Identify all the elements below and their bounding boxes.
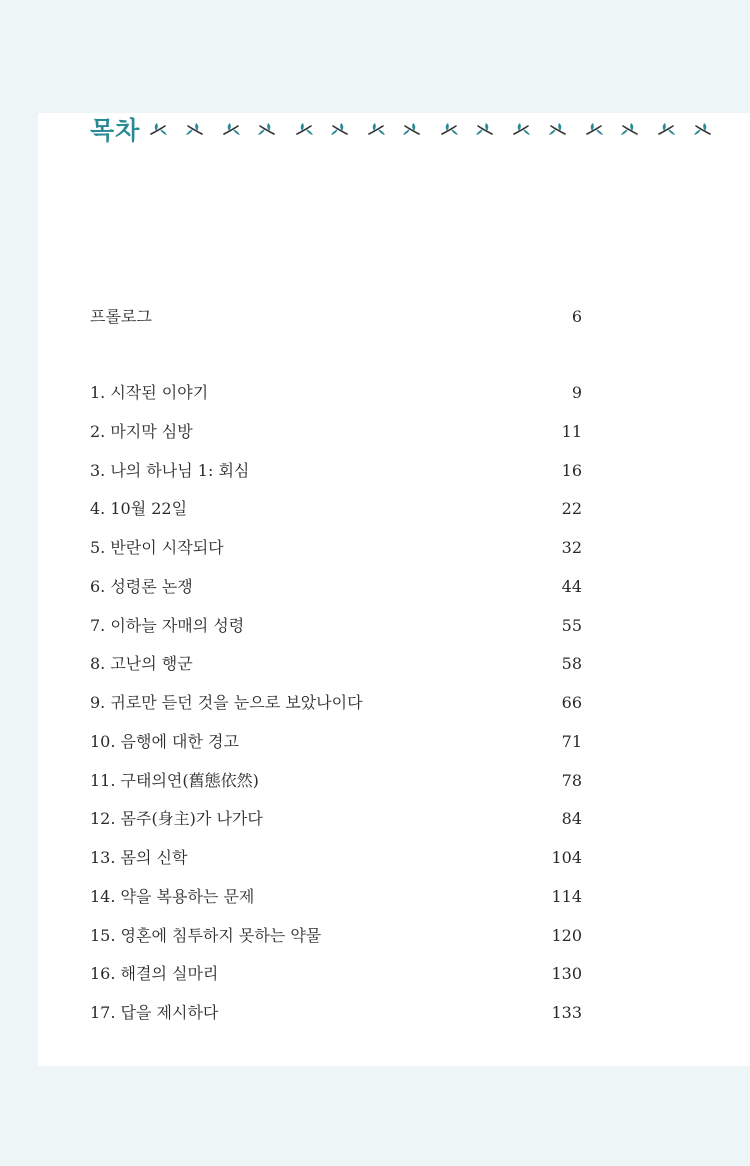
leaf-icon <box>693 122 713 136</box>
toc-entry-title: 14. 약을 복용하는 문제 <box>90 886 255 906</box>
leaf-icon <box>511 122 531 136</box>
toc-entry-title: 17. 답을 제시하다 <box>90 1003 219 1022</box>
toc-entry-title: 11. 구태의연(舊態依然) <box>90 770 259 790</box>
toc-entry-page: 84 <box>561 809 582 829</box>
leaf-icon <box>366 122 386 136</box>
toc-entry-page: 16 <box>561 460 582 480</box>
toc-entry-title: 2. 마지막 심방 <box>90 421 193 441</box>
toc-entry-page: 32 <box>561 538 582 557</box>
leaf-icon <box>548 122 568 136</box>
leaf-icon <box>148 122 168 136</box>
leaf-icon <box>402 122 422 136</box>
toc-entry-page: 22 <box>561 499 582 519</box>
toc-entry-title: 15. 영혼에 침투하지 못하는 약물 <box>90 925 322 945</box>
leaf-ornament-row <box>148 113 729 145</box>
toc-entry-page: 104 <box>551 848 582 867</box>
toc-entry-page: 9 <box>571 383 582 402</box>
toc-entry-title: 7. 이하늘 자매의 성령 <box>90 615 245 635</box>
leaf-icon <box>584 122 604 136</box>
toc-entry-page: 78 <box>561 770 582 790</box>
toc-header <box>90 113 729 145</box>
toc-entry-page: 58 <box>561 654 582 674</box>
leaf-icon <box>656 122 676 136</box>
leaf-icon <box>294 122 314 136</box>
page-title: 목차 <box>90 116 141 145</box>
toc-entry-title: 8. 고난의 행군 <box>90 654 193 674</box>
toc-entry-title: 3. 나의 하나님 1: 회심 <box>90 460 250 480</box>
leaf-icon <box>330 122 350 136</box>
toc-entry-page: 66 <box>561 693 582 712</box>
toc-entry-page: 114 <box>551 886 582 906</box>
toc-entry-title: 9. 귀로만 듣던 것을 눈으로 보았나이다 <box>90 693 363 712</box>
toc-entry-page: 55 <box>561 615 582 635</box>
toc-entry-page: 120 <box>551 925 582 945</box>
leaf-icon <box>257 122 277 136</box>
leaf-icon <box>475 122 495 136</box>
toc-entry-page: 6 <box>571 307 582 326</box>
leaf-icon <box>221 122 241 136</box>
toc-entry-page: 44 <box>561 576 582 596</box>
toc-entry-title: 6. 성령론 논쟁 <box>90 576 193 596</box>
toc-entry-title: 10. 음행에 대한 경고 <box>90 731 239 751</box>
toc-entry-page: 71 <box>561 731 582 751</box>
toc-entry-page: 11 <box>561 421 582 441</box>
toc-entry-title: 13. 몸의 신학 <box>90 848 188 867</box>
leaf-icon <box>439 122 459 136</box>
toc-entry-title: 16. 해결의 실마리 <box>90 964 219 984</box>
toc-entry-title: 1. 시작된 이야기 <box>90 383 209 402</box>
book-page <box>38 113 750 1066</box>
toc-entry-title: 4. 10월 22일 <box>90 499 188 519</box>
toc-entry-title: 5. 반란이 시작되다 <box>90 538 224 557</box>
leaf-icon <box>620 122 640 136</box>
toc-entry-page: 130 <box>551 964 582 984</box>
toc-entry-title: 12. 몸주(身主)가 나가다 <box>90 809 263 829</box>
toc-entry-title: 프롤로그 <box>90 307 152 326</box>
leaf-icon <box>185 122 205 136</box>
toc-entry-page: 133 <box>551 1003 582 1022</box>
